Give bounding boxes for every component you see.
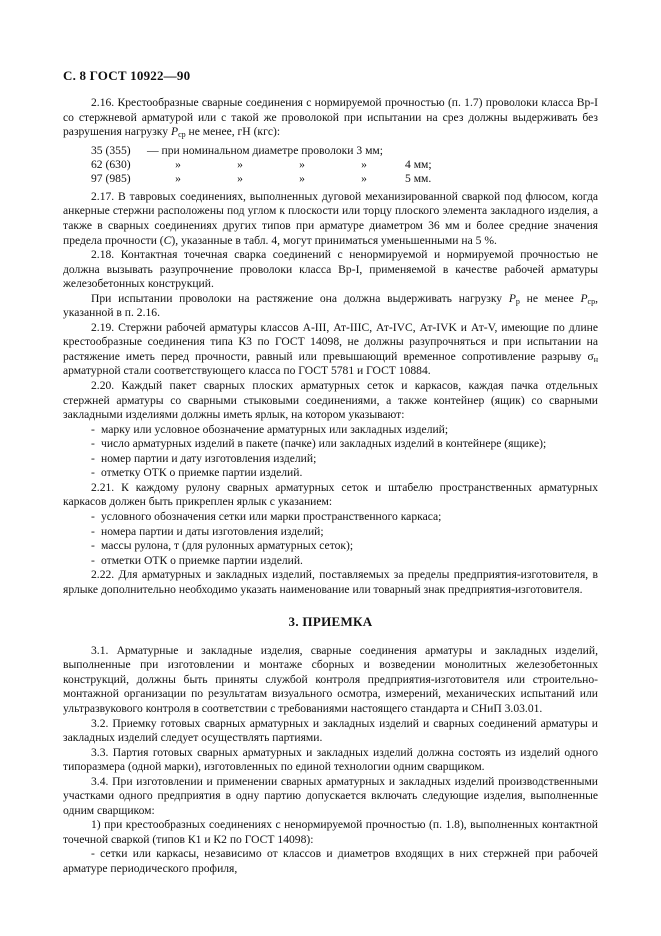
paragraph-3-1: 3.1. Арматурные и закладные изделия, сварные соединения арматуры и закладных изделий, выполненные при изготовлении и монтаже сборных и возведении монолитных железобетонных конструкций, должны быть приняты службой контроля предприятия-изготовителя или строительно-монтажной организации по результатам визуального осмотра, измерений, механических испытаний или ультразвукового контроля в соответствии с требованиями настоящего стандарта и СНиП 3.03.01. xyxy=(63,643,598,715)
document-body xyxy=(63,96,598,877)
paragraph-2-20: 2.20. Каждый пакет сварных плоских арматурных сеток и каркасов, каждая пачка отдельных стержней арматуры со сварными стыковыми соединениями, а также контейнер (ящик) со сварными закладными изделиями должны иметь ярлык, на котором указывают: xyxy=(63,379,598,422)
paragraph-2-19: 2.19. Стержни рабочей арматуры классов А-III, Ат-IIIС, Ат-IVC, Ат-IVK и Ат-V, имеющие по длине крестообразные соединения типа К3 по ГОСТ 14098, не должны разупрочняться и при испытании на растяжение иметь перед прочности, равный или превышающий временное сопротивление разрыву $\sigma_н$ арматурной стали соответствующего класса по ГОСТ 5781 и ГОСТ 10884. xyxy=(63,320,598,378)
table-row: 35 (355) — при номинальном диаметре проволоки 3 мм; xyxy=(91,143,383,157)
label-contents-list xyxy=(63,423,598,481)
paragraph-2-16: 2.16. Крестообразные сварные соединения с нормируемой прочностью (п. 1.7) проволоки класса Вр-I со стержневой арматурой или с такой же проволокой при испытании на срез должны выдерживать без разрушения нагрузку $P_{ср}$ не менее, гН (кгс): xyxy=(63,96,598,140)
paragraph-2-21: 2.21. К каждому рулону сварных арматурных сеток и штабелю пространственных арматурных каркасов должен быть прикреплен ярлык с указанием: xyxy=(63,480,598,509)
list-item: - отметки ОТК о приемке партии изделий. xyxy=(91,553,303,567)
section-title: 3. ПРИЕМКА xyxy=(288,614,373,630)
paragraph-3-3: 3.3. Партия готовых сварных арматурных и закладных изделий должна состоять из изделий одного типоразмера (одной марки), изготовленных по единой технологии одним сварщиком. xyxy=(63,745,598,774)
list-item: - номера партии и даты изготовления изделий; xyxy=(91,524,324,538)
paragraph-3-4: 3.4. При изготовлении и применении сварных арматурных и закладных изделий производственными участками одного предприятия в одну партию допускается включать следующие изделия, выполненные одним сварщиком: xyxy=(63,774,598,817)
paragraph-3-2: 3.2. Приемку готовых сварных арматурных и закладных изделий и сварных соединений арматуры и закладных изделий следует осуществлять партиями. xyxy=(63,716,598,745)
paragraph-3-4-1: 1) при крестообразных соединениях с ненормируемой прочностью (п. 1.8), выполненных контактной точечной сваркой (типов К1 и К2 по ГОСТ 14098): xyxy=(63,818,598,846)
list-item: - условного обозначения сетки или марки пространственного каркаса; xyxy=(91,509,442,523)
paragraph-2-22: 2.22. Для арматурных и закладных изделий, поставляемых за пределы предприятия-изготовителя, в ярлыке дополнительно необходимо указать наименование или товарный знак предприятия-изготовителя. xyxy=(63,568,598,596)
roll-label-list xyxy=(63,510,598,568)
page-header: С. 8 ГОСТ 10922—90 xyxy=(63,68,191,83)
list-item: - сетки или каркасы, независимо от классов и диаметров входящих в них стержней при рабочей арматуре периодического профиля, xyxy=(63,847,598,875)
paragraph-2-18: 2.18. Контактная точечная сварка соединений с ненормируемой и нормируемой прочностью не должна вызывать разупрочнение проволоки класса Вр-I, применяемой в качестве рабочей арматуры железобетонных конструкций. xyxy=(63,248,598,291)
list-item: - отметку ОТК о приемке партии изделий. xyxy=(91,466,303,480)
list-item: - номер партии и дату изготовления изделий; xyxy=(91,451,317,465)
table-row: 97 (985) » » » » 5 мм. xyxy=(91,171,432,185)
list-item: - число арматурных изделий в пакете (пачке) или закладных изделий в контейнере (ящике); xyxy=(91,437,547,451)
paragraph-2-18-load: При испытании проволоки на растяжение она должна выдерживать нагрузку $P_р$ не менее $P_{ср}$, указанной в п. 2.16. xyxy=(63,291,599,320)
paragraph-2-17: 2.17. В тавровых соединениях, выполненных дуговой механизированной сваркой под флюсом, когда анкерные стержни расположены под углом к плоскости или торцу плоского элемента закладного изделия, а также в сварных соединениях других типов при арматуре диаметром 36 мм и более средние значения предела прочности (C), указанные в табл. 4, могут приниматься уменьшенными на 5 %. xyxy=(63,189,598,247)
list-item: - массы рулона, т (для рулонных арматурных сеток); xyxy=(91,539,354,553)
table-row: 62 (630) » » » » 4 мм; xyxy=(91,157,432,171)
list-item: - марку или условное обозначение арматурных или закладных изделий; xyxy=(91,422,449,436)
wire-load-table xyxy=(91,144,432,186)
